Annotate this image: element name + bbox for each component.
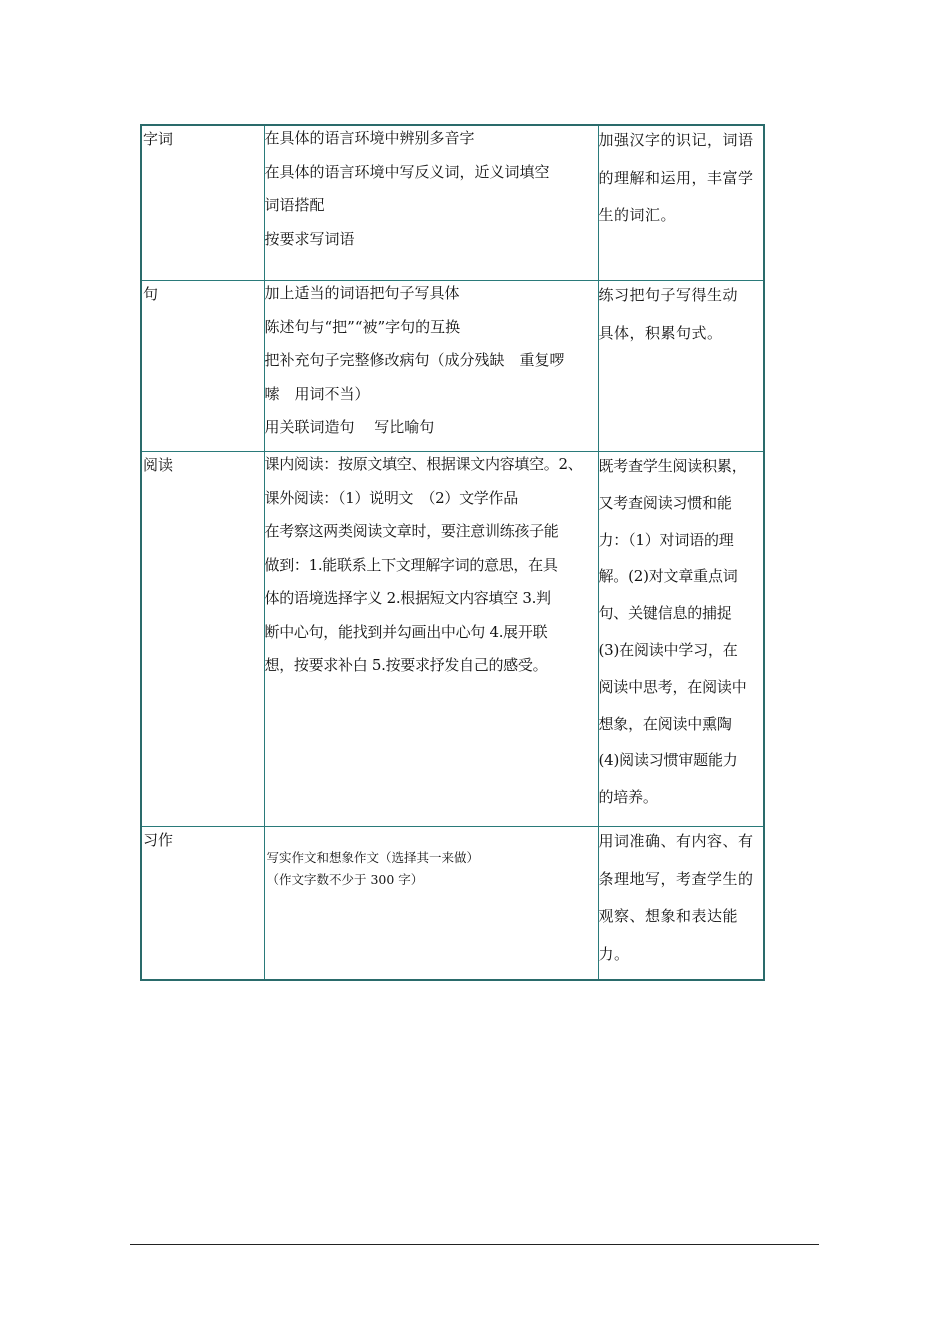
goal-cell	[598, 281, 764, 452]
content-line: 课外阅读：（1）说明文 （2）文学作品	[264, 488, 518, 507]
category-label: 句	[143, 285, 159, 303]
category-label: 习作	[143, 831, 174, 849]
content-line: 按要求写词语	[264, 229, 355, 248]
goal-cell	[598, 452, 764, 827]
content-line: 在具体的语言环境中写反义词，近义词填空	[264, 162, 550, 181]
table-row	[141, 827, 764, 981]
goal-line: 的理解和运用，丰富学	[598, 168, 754, 187]
goal-line: 条理地写，考查学生的	[598, 869, 754, 888]
content-cell	[264, 452, 598, 827]
category-label: 字词	[143, 130, 174, 148]
goal-line: 句、关键信息的捕捉	[598, 604, 732, 623]
content-line: 在具体的语言环境中辨别多音字	[264, 129, 475, 147]
content-line: 想，按要求补白 5.按要求抒发自己的感受。	[264, 656, 548, 674]
goal-cell	[598, 125, 764, 281]
goal-line: 观察、想象和表达能	[598, 907, 739, 925]
goal-cell	[598, 827, 764, 981]
content-line: 陈述句与“把”“被”字句的互换	[264, 317, 461, 336]
content-line: 把补充句子完整修改病句（成分残缺 重复啰	[264, 351, 565, 369]
content-line: 加上适当的词语把句子写具体	[264, 284, 460, 302]
goal-line: (3)在阅读中学习，在	[598, 640, 738, 659]
content-line: 体的语境选择字义 2.根据短文内容填空 3.判	[264, 589, 551, 607]
goal-line: 解。(2)对文章重点词	[598, 567, 738, 586]
table-row	[141, 281, 764, 452]
goal-line: 想象，在阅读中熏陶	[598, 714, 732, 733]
goal-line: 具体，积累句式。	[598, 323, 723, 342]
goal-line: 既考查学生阅读积累，	[598, 457, 747, 475]
goal-line: (4)阅读习惯审题能力	[598, 751, 738, 770]
goal-line: 力：（1）对词语的理	[598, 530, 734, 549]
goal-line: 的培养。	[598, 788, 658, 807]
goal-line: 又考查阅读习惯和能	[598, 493, 732, 512]
content-line: 课内阅读：按原文填空、根据课文内容填空。2、	[264, 455, 583, 473]
exam-content-table	[140, 124, 765, 981]
content-cell	[264, 281, 598, 452]
content-line: 做到：1.能联系上下文理解字词的意思，在具	[264, 555, 558, 574]
content-line: 断中心句，能找到并勾画出中心句 4.展开联	[264, 622, 548, 641]
goal-line: 力。	[598, 944, 630, 963]
goal-line: 练习把句子写得生动	[598, 286, 739, 304]
content-cell	[264, 827, 598, 981]
category-cell	[141, 452, 264, 827]
content-line: 写实作文和想象作文（选择其一来做）	[266, 850, 480, 865]
category-label: 阅读	[143, 456, 174, 474]
category-cell	[141, 281, 264, 452]
goal-line: 用词准确、有内容、有	[598, 832, 754, 850]
content-cell	[264, 125, 598, 281]
footer-divider	[130, 1244, 819, 1245]
content-line: 嗦 用词不当）	[264, 384, 370, 403]
goal-line: 阅读中思考，在阅读中	[598, 677, 747, 696]
content-line: （作文字数不少于 300 字）	[266, 872, 424, 887]
table-row	[141, 452, 764, 827]
content-line: 词语搭配	[264, 196, 325, 214]
table-row	[141, 125, 764, 281]
content-line: 在考察这两类阅读文章时，要注意训练孩子能	[264, 522, 559, 540]
goal-line: 生的词汇。	[598, 206, 677, 224]
category-cell	[141, 827, 264, 981]
goal-line: 加强汉字的识记，词语	[598, 131, 754, 149]
category-cell	[141, 125, 264, 281]
content-line: 用关联词造句 写比喻句	[264, 418, 435, 436]
